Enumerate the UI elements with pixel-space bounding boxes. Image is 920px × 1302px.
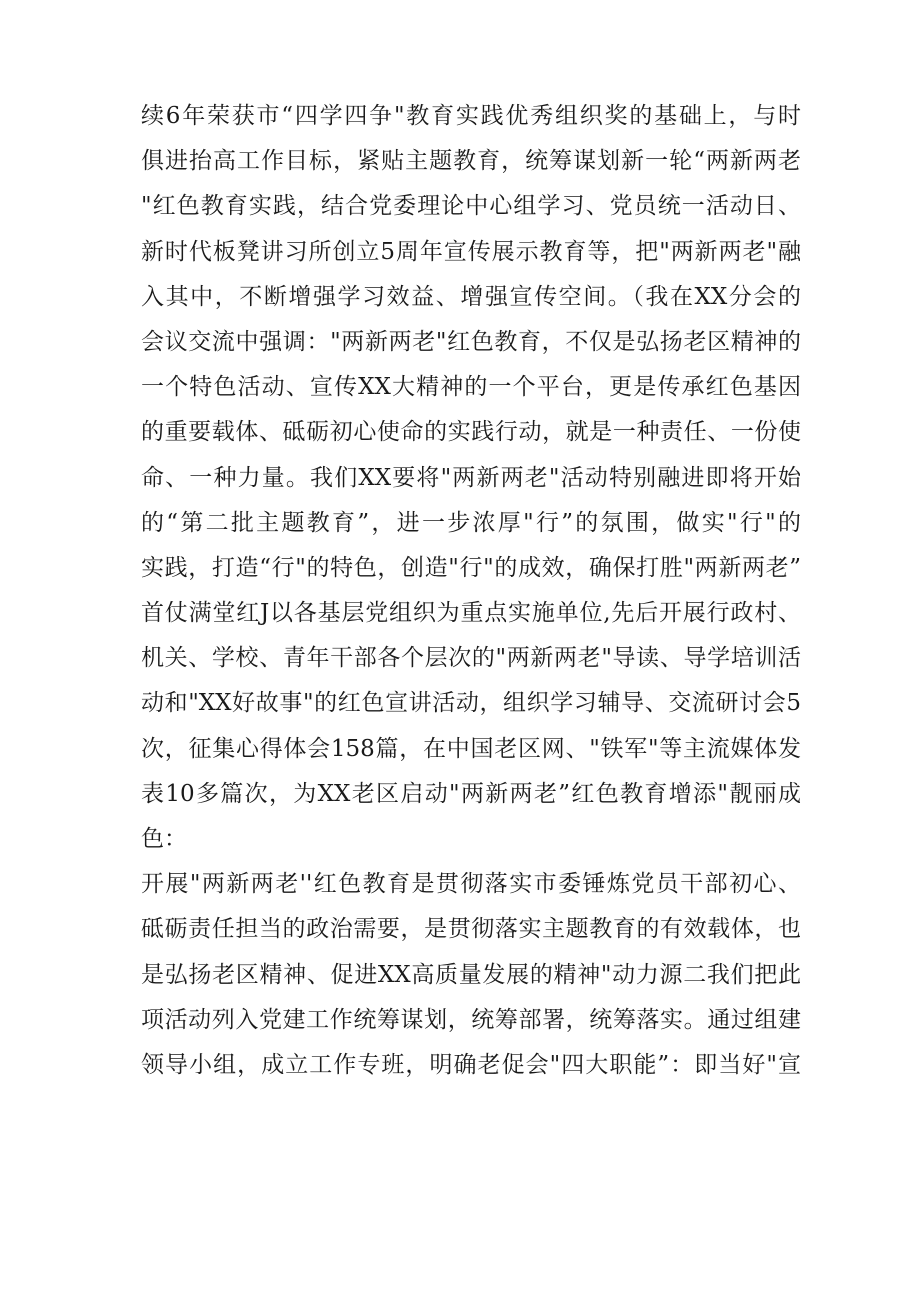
text-line: 的重要载体、砥砺初心使命的实践行动，就是一种责任、一份使 — [141, 419, 801, 446]
text-line: 是弘扬老区精神、促进XX高质量发展的精神"动力源二我们把此 — [141, 961, 801, 988]
text-line: 实践，打造“行"的特色，创造"行"的成效，确保打胜"两新两老” — [141, 554, 801, 581]
text-line: 开展"两新两老''红色教育是贯彻落实市委锤炼党员干部初心、 — [141, 871, 801, 898]
text-line: 表10多篇次，为XX老区启动"两新两老”红色教育增添"靓丽成 — [141, 780, 801, 807]
paragraph-2 — [141, 862, 801, 1088]
text-line: 入其中，不断增强学习效益、增强宣传空间。（我在XX分会的 — [141, 283, 801, 310]
text-line: 动和"XX好故事"的红色宣讲活动，组织学习辅导、交流研讨会5 — [141, 690, 801, 717]
text-line: 续6年荣获市“四学四争"教育实践优秀组织奖的基础上，与时 — [141, 103, 801, 129]
text-line: 首仗满堂红J以各基层党组织为重点实施单位,先后开展行政村、 — [141, 600, 801, 627]
text-line: 领导小组，成立工作专班，明确老促会"四大职能”：即当好"宣 — [141, 1051, 801, 1078]
text-line: 次，征集心得体会158篇，在中国老区网、"铁军"等主流媒体发 — [141, 735, 801, 762]
text-line: 会议交流中强调："两新两老"红色教育，不仅是弘扬老区精神的 — [141, 328, 801, 355]
text-line: 命、一种力量。我们XX要将"两新两老"活动特别融进即将开始 — [141, 464, 801, 491]
text-line: 新时代板凳讲习所创立5周年宣传展示教育等，把"两新两老"融 — [141, 238, 801, 265]
text-line: 机关、学校、青年干部各个层次的"两新两老"导读、导学培训活 — [141, 645, 801, 672]
text-line: 俱进抬高工作目标，紧贴主题教育，统筹谋划新一轮“两新两老 — [141, 148, 801, 175]
text-line: 项活动列入党建工作统筹谋划，统筹部署，统筹落实。通过组建 — [141, 1006, 801, 1033]
text-line: 砥砺责任担当的政治需要，是贯彻落实主题教育的有效载体，也 — [141, 916, 801, 943]
text-line: "红色教育实践，结合党委理论中心组学习、党员统一活动日、 — [141, 193, 801, 220]
paragraph-1 — [141, 94, 801, 862]
document-body — [141, 94, 801, 1088]
text-line: 的“第二批主题教育”，进一步浓厚"行”的氛围，做实"行"的 — [141, 509, 801, 536]
text-line: 色： — [141, 826, 187, 852]
text-line: 一个特色活动、宣传XX大精神的一个平台，更是传承红色基因 — [141, 374, 801, 401]
